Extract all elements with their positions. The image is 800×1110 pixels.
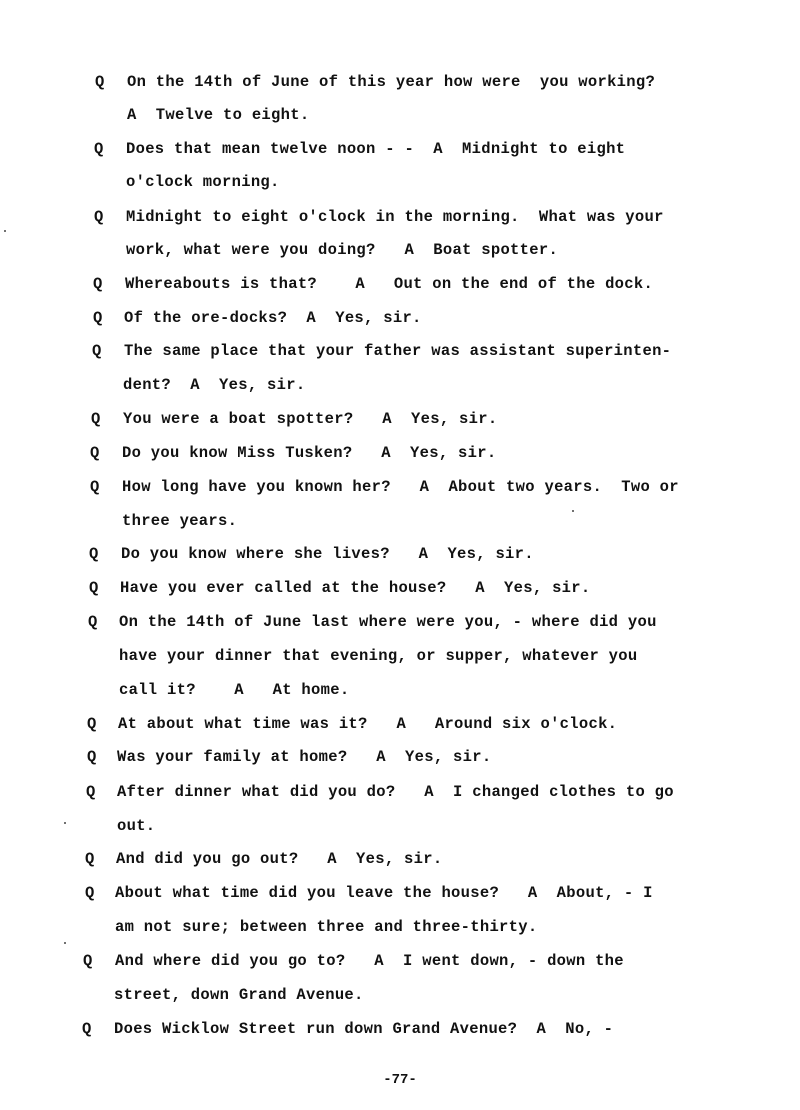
transcript-line: have your dinner that evening, or supper, whatever you (119, 647, 638, 665)
transcript-line: street, down Grand Avenue. (114, 986, 364, 1004)
transcript-line: Do you know Miss Tusken? A Yes, sir. (122, 444, 497, 462)
transcript-line: At about what time was it? A Around six o'clock. (118, 715, 618, 733)
question-marker: Q (95, 73, 105, 91)
question-marker: Q (91, 410, 101, 428)
question-marker: Q (85, 850, 95, 868)
transcript-line: On the 14th of June last where were you, - where did you (119, 613, 657, 631)
question-marker: Q (87, 748, 97, 766)
transcript-line: Does Wicklow Street run down Grand Avenue? A No, - (114, 1020, 614, 1038)
transcript-line: work, what were you doing? A Boat spotter. (126, 241, 559, 259)
transcript-line: three years. (122, 512, 238, 530)
scan-speck (64, 822, 66, 824)
transcript-line: Whereabouts is that? A Out on the end of the dock. (125, 275, 654, 293)
transcript-line: You were a boat spotter? A Yes, sir. (123, 410, 498, 428)
question-marker: Q (92, 342, 102, 360)
question-marker: Q (90, 478, 100, 496)
transcript-line: call it? A At home. (119, 681, 350, 699)
transcript-line: Does that mean twelve noon - - A Midnight to eight (126, 140, 626, 158)
transcript-line: Have you ever called at the house? A Yes, sir. (120, 579, 591, 597)
transcript-line: After dinner what did you do? A I changed clothes to go (117, 783, 674, 801)
scan-speck (4, 230, 6, 232)
transcript-line: Do you know where she lives? A Yes, sir. (121, 545, 534, 563)
question-marker: Q (88, 613, 98, 631)
question-marker: Q (83, 952, 93, 970)
transcript-line: Midnight to eight o'clock in the morning. What was your (126, 208, 664, 226)
question-marker: Q (94, 208, 104, 226)
transcript-line: And where did you go to? A I went down, - down the (115, 952, 624, 970)
transcript-line: out. (117, 817, 156, 835)
transcript-line: On the 14th of June of this year how were you working? (127, 73, 656, 91)
question-marker: Q (82, 1020, 92, 1038)
transcript-line: o'clock morning. (126, 173, 280, 191)
transcript-line: Was your family at home? A Yes, sir. (117, 748, 492, 766)
transcript-line: Of the ore-docks? A Yes, sir. (124, 309, 422, 327)
scan-speck (64, 942, 66, 944)
question-marker: Q (85, 884, 95, 902)
transcript-line: dent? A Yes, sir. (123, 376, 306, 394)
question-marker: Q (89, 545, 99, 563)
transcript-line: The same place that your father was assistant superinten- (124, 342, 672, 360)
question-marker: Q (94, 140, 104, 158)
transcript-line: How long have you known her? A About two years. Two or (122, 478, 679, 496)
transcript-line: am not sure; between three and three-thirty. (115, 918, 538, 936)
answer-line: A Twelve to eight. (127, 106, 310, 124)
transcript-line: And did you go out? A Yes, sir. (116, 850, 443, 868)
question-marker: Q (89, 579, 99, 597)
question-marker: Q (86, 783, 96, 801)
question-marker: Q (93, 275, 103, 293)
transcript-line: About what time did you leave the house? A About, - I (115, 884, 653, 902)
scan-speck (572, 510, 574, 512)
page-number: -77- (383, 1072, 417, 1088)
question-marker: Q (87, 715, 97, 733)
question-marker: Q (93, 309, 103, 327)
question-marker: Q (90, 444, 100, 462)
